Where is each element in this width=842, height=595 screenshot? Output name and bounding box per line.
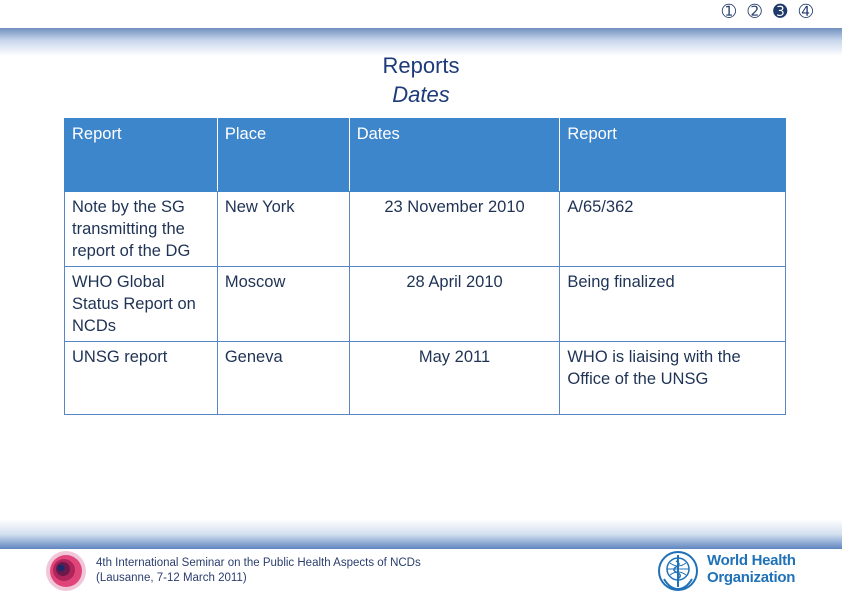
who-emblem-icon — [656, 549, 700, 593]
cell-report: Note by the SG transmitting the report of the DG — [65, 192, 218, 267]
cell-place: Geneva — [217, 342, 349, 415]
table-row — [65, 192, 786, 267]
table-row — [65, 342, 786, 415]
top-decorative-band — [0, 28, 842, 56]
cell-report: WHO Global Status Report on NCDs — [65, 267, 218, 342]
seminar-logo-icon — [44, 549, 88, 593]
who-wordmark — [707, 552, 796, 586]
cell-place: Moscow — [217, 267, 349, 342]
cell-date: May 2011 — [349, 342, 560, 415]
page-subtitle: Dates — [392, 82, 450, 107]
column-header-report: Report — [65, 119, 218, 192]
cell-status: A/65/362 — [560, 192, 786, 267]
column-header-place: Place — [217, 119, 349, 192]
column-header-report-status: Report — [560, 119, 786, 192]
cell-date: 23 November 2010 — [349, 192, 560, 267]
reports-table — [64, 118, 786, 415]
cell-date: 28 April 2010 — [349, 267, 560, 342]
seminar-line-1: 4th International Seminar on the Public Health Aspects of NCDs — [96, 557, 421, 569]
who-line-1: World Health — [707, 552, 796, 569]
cell-status: WHO is liaising with the Office of the UNSG — [560, 342, 786, 415]
table-row — [65, 267, 786, 342]
who-line-2: Organization — [707, 569, 796, 586]
page-title: Reports — [382, 53, 460, 78]
bottom-decorative-band — [0, 519, 842, 549]
column-header-dates: Dates — [349, 119, 560, 192]
cell-report: UNSG report — [65, 342, 218, 415]
top-strip — [0, 0, 842, 28]
table-header-row — [65, 119, 786, 192]
cell-place: New York — [217, 192, 349, 267]
step-markers: ➀ ➁ ➌ ➃ — [721, 2, 816, 22]
cell-status: Being finalized — [560, 267, 786, 342]
footer-seminar-text — [96, 556, 421, 586]
seminar-line-2: (Lausanne, 7-12 March 2011) — [96, 572, 247, 584]
